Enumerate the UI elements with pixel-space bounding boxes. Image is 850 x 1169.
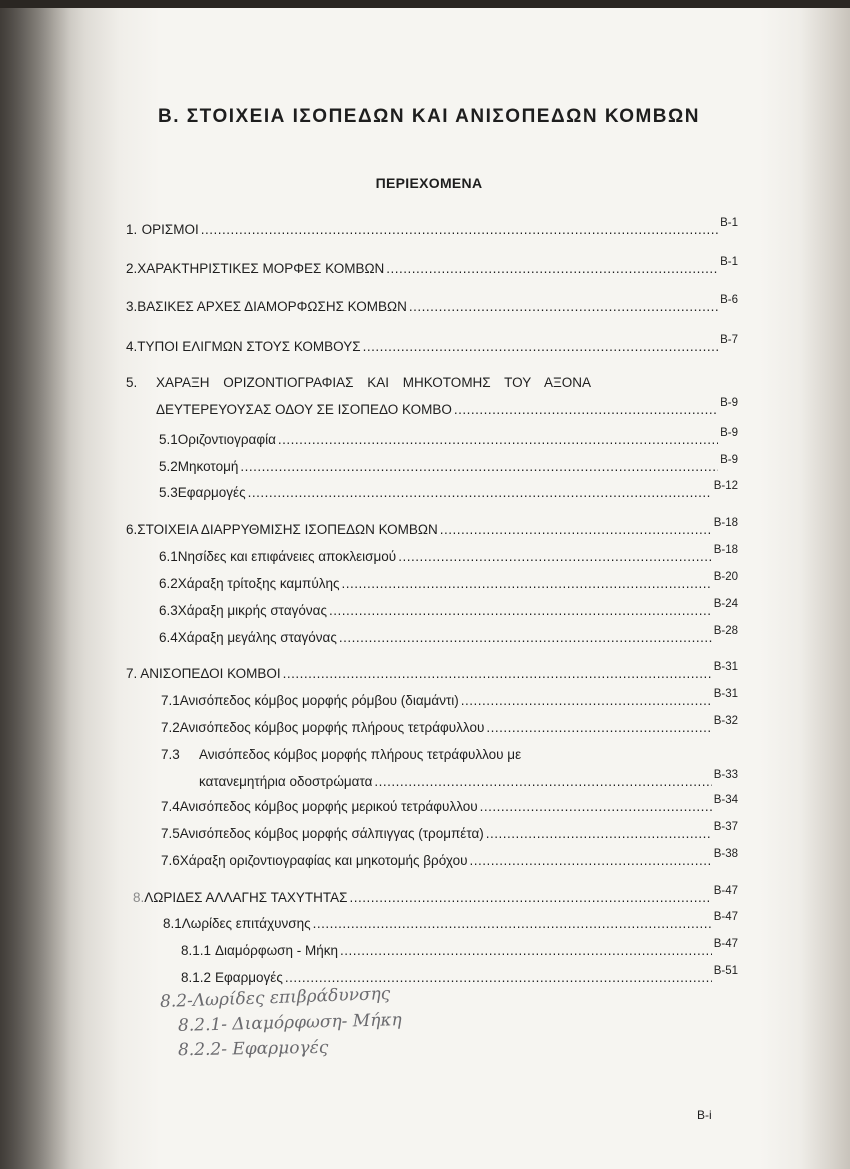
toc-text: ΒΑΣΙΚΕΣ ΑΡΧΕΣ ΔΙΑΜΟΡΦΩΣΗΣ ΚΟΜΒΩΝ	[137, 299, 407, 314]
scan-top-edge	[0, 0, 850, 8]
toc-text: Χάραξη μικρής σταγόνας	[177, 603, 327, 618]
toc-page: Β-37	[713, 821, 738, 833]
leader-dots	[440, 522, 712, 537]
toc-entry-5-1	[159, 427, 738, 447]
handwritten-note: 8.2.1- Διαμόρφωση- Μήκη	[177, 1010, 402, 1036]
toc-text: ΛΩΡΙΔΕΣ ΑΛΛΑΓΗΣ ΤΑΧΥΤΗΤΑΣ	[144, 890, 348, 905]
toc-entry-8	[133, 885, 738, 905]
toc-text: Οριζοντιογραφία	[177, 432, 276, 447]
leader-dots	[409, 299, 718, 314]
toc-page: Β-47	[713, 885, 738, 897]
toc-entry-8-1-1	[181, 938, 738, 958]
handwritten-note: 8.2-Λωρίδες επιβράδυνσης	[159, 983, 391, 1013]
toc-page: Β-47	[713, 911, 738, 923]
toc-entry-7-3-line1	[161, 747, 721, 762]
toc-entry-2	[126, 256, 738, 276]
leader-dots	[248, 485, 712, 500]
toc-page: Β-1	[720, 217, 738, 229]
toc-text: Διαμόρφωση - Μήκη	[215, 943, 338, 958]
toc-text: Ανισόπεδος κόμβος μορφής μερικού τετράφυλλου	[179, 799, 478, 814]
toc-number: 6.2	[159, 576, 178, 591]
toc-page: Β-31	[713, 688, 738, 700]
toc-number: 7.	[126, 666, 138, 681]
toc-text: ΔΕΥΤΕΡΕΥΟΥΣΑΣ ΟΔΟΥ ΣΕ ΙΣΟΠΕΔΟ ΚΟΜΒΟ	[156, 402, 452, 417]
toc-text: Ανισόπεδος κόμβος μορφής ρόμβου (διαμάντι)	[179, 693, 459, 708]
toc-entry-5-line2	[156, 397, 738, 417]
toc-entry-7-6	[161, 848, 738, 868]
toc-page: Β-51	[713, 965, 738, 977]
toc-text: κατανεμητήρια οδοστρώματα	[199, 774, 373, 789]
toc-entry-6-1	[159, 544, 738, 564]
toc-entry-1	[126, 217, 738, 237]
toc-page: Β-9	[720, 454, 738, 466]
toc-entry-7	[126, 661, 738, 681]
toc-number: 7.5	[161, 826, 180, 841]
toc-entry-7-2	[161, 715, 738, 735]
toc-text: Ανισόπεδος κόμβος μορφής πλήρους τετράφυλλου	[179, 720, 485, 735]
leader-dots	[313, 916, 712, 931]
toc-number: 1.	[126, 222, 138, 237]
leader-dots	[340, 943, 712, 958]
toc-text: Εφαρμογές	[215, 970, 283, 985]
leader-dots	[201, 222, 718, 237]
toc-text: Ανισόπεδος κόμβος μορφής σάλπιγγας (τρομπέτα)	[179, 826, 484, 841]
toc-number: 5.3	[159, 485, 178, 500]
toc-entry-7-1	[161, 688, 738, 708]
toc-heading: ΠΕΡΙΕΧΟΜΕΝΑ	[375, 175, 483, 191]
toc-number: 8.1.1	[181, 943, 212, 958]
toc-text: Χάραξη τρίτοξης καμπύλης	[177, 576, 340, 591]
toc-text: ΟΡΙΣΜΟΙ	[141, 222, 199, 237]
toc-text: Μηκοτομή	[177, 459, 239, 474]
toc-text: ΤΥΠΟΙ ΕΛΙΓΜΩΝ ΣΤΟΥΣ ΚΟΜΒΟΥΣ	[137, 339, 361, 354]
toc-text: Χάραξη μεγάλης σταγόνας	[177, 630, 337, 645]
toc-entry-6-3	[159, 598, 738, 618]
document-title: Β. ΣΤΟΙΧΕΙΑ ΙΣΟΠΕΔΩΝ ΚΑΙ ΑΝΙΣΟΠΕΔΩΝ ΚΟΜΒΩΝ	[158, 106, 700, 127]
leader-dots	[339, 630, 712, 645]
toc-number: 3.	[126, 299, 138, 314]
leader-dots	[283, 666, 712, 681]
toc-number: 7.1	[161, 693, 180, 708]
toc-page: Β-7	[720, 334, 738, 346]
toc-text: Εφαρμογές	[177, 485, 246, 500]
leader-dots	[329, 603, 712, 618]
toc-page: Β-38	[713, 848, 738, 860]
toc-page: Β-28	[713, 625, 738, 637]
toc-entry-6-2	[159, 571, 738, 591]
leader-dots	[480, 799, 712, 814]
toc-page: Β-1	[720, 256, 738, 268]
leader-dots	[374, 774, 711, 789]
toc-page: Β-6	[720, 294, 738, 306]
toc-number: 2.	[126, 261, 138, 276]
toc-number: 5.	[126, 375, 138, 390]
toc-page: Β-9	[720, 397, 738, 409]
toc-text: Νησίδες και επιφάνειες αποκλεισμού	[177, 549, 397, 564]
leader-dots	[486, 720, 711, 735]
toc-entry-8-1-2	[181, 965, 738, 985]
toc-number: 7.6	[161, 853, 180, 868]
leader-dots	[454, 402, 718, 417]
toc-number: 7.4	[161, 799, 180, 814]
toc-page: Β-32	[713, 715, 738, 727]
toc-number: 5.2	[159, 459, 178, 474]
toc-number: 6.3	[159, 603, 178, 618]
toc-page: Β-24	[713, 598, 738, 610]
leader-dots	[386, 261, 718, 276]
toc-number: 8.1	[163, 916, 182, 931]
toc-entry-5-3	[159, 480, 738, 500]
leader-dots	[486, 826, 712, 841]
handwritten-note: 8.2.2- Εφαρμογές	[177, 1037, 329, 1061]
toc-number: 8.1.2	[181, 970, 212, 985]
toc-page: Β-20	[713, 571, 738, 583]
toc-page: Β-9	[720, 427, 738, 439]
leader-dots	[278, 432, 718, 447]
toc-entry-4	[126, 334, 738, 354]
toc-entry-6-4	[159, 625, 738, 645]
toc-text: ΧΑΡΑΞΗ ΟΡΙΖΟΝΤΙΟΓΡΑΦΙΑΣ ΚΑΙ ΜΗΚΟΤΟΜΗΣ ΤΟΥ ΑΞΟΝΑ	[156, 375, 592, 390]
toc-number: 6.1	[159, 549, 178, 564]
toc-entry-6	[126, 517, 738, 537]
leader-dots	[470, 853, 712, 868]
toc-page: Β-34	[713, 794, 738, 806]
toc-entry-7-5	[161, 821, 738, 841]
toc-number: 6.4	[159, 630, 178, 645]
toc-text: Χάραξη οριζοντιογραφίας και μηκοτομής βρόχου	[179, 853, 468, 868]
toc-page: Β-31	[713, 661, 738, 673]
toc-page: Β-18	[713, 544, 738, 556]
toc-page: Β-47	[713, 938, 738, 950]
toc-number: 7.3	[161, 747, 180, 762]
toc-text: ΧΑΡΑΚΤΗΡΙΣΤΙΚΕΣ ΜΟΡΦΕΣ ΚΟΜΒΩΝ	[137, 261, 385, 276]
toc-number: 5.1	[159, 432, 178, 447]
toc-number: 8.	[133, 890, 145, 905]
leader-dots	[363, 339, 719, 354]
toc-page: Β-33	[713, 769, 738, 781]
toc-entry-5-line1	[126, 375, 638, 390]
leader-dots	[341, 576, 711, 591]
leader-dots	[285, 970, 712, 985]
toc-text: ΑΝΙΣΟΠΕΔΟΙ ΚΟΜΒΟΙ	[140, 666, 281, 681]
toc-entry-8-1	[163, 911, 738, 931]
toc-number: 7.2	[161, 720, 180, 735]
leader-dots	[349, 890, 711, 905]
toc-text: Λωρίδες επιτάχυνσης	[181, 916, 311, 931]
page-number: Β-i	[697, 1108, 712, 1122]
toc-page: Β-18	[713, 517, 738, 529]
toc-text: Ανισόπεδος κόμβος μορφής πλήρους τετράφυλλου με	[199, 747, 522, 762]
toc-entry-3	[126, 294, 738, 314]
leader-dots	[461, 693, 712, 708]
toc-text: ΣΤΟΙΧΕΙΑ ΔΙΑΡΡΥΘΜΙΣΗΣ ΙΣΟΠΕΔΩΝ ΚΟΜΒΩΝ	[137, 522, 438, 537]
leader-dots	[398, 549, 712, 564]
toc-number: 4.	[126, 339, 138, 354]
toc-number: 6.	[126, 522, 138, 537]
toc-entry-5-2	[159, 454, 738, 474]
leader-dots	[240, 459, 718, 474]
toc-entry-7-4	[161, 794, 738, 814]
toc-page: Β-12	[713, 480, 738, 492]
toc-entry-7-3-line2	[199, 769, 738, 789]
